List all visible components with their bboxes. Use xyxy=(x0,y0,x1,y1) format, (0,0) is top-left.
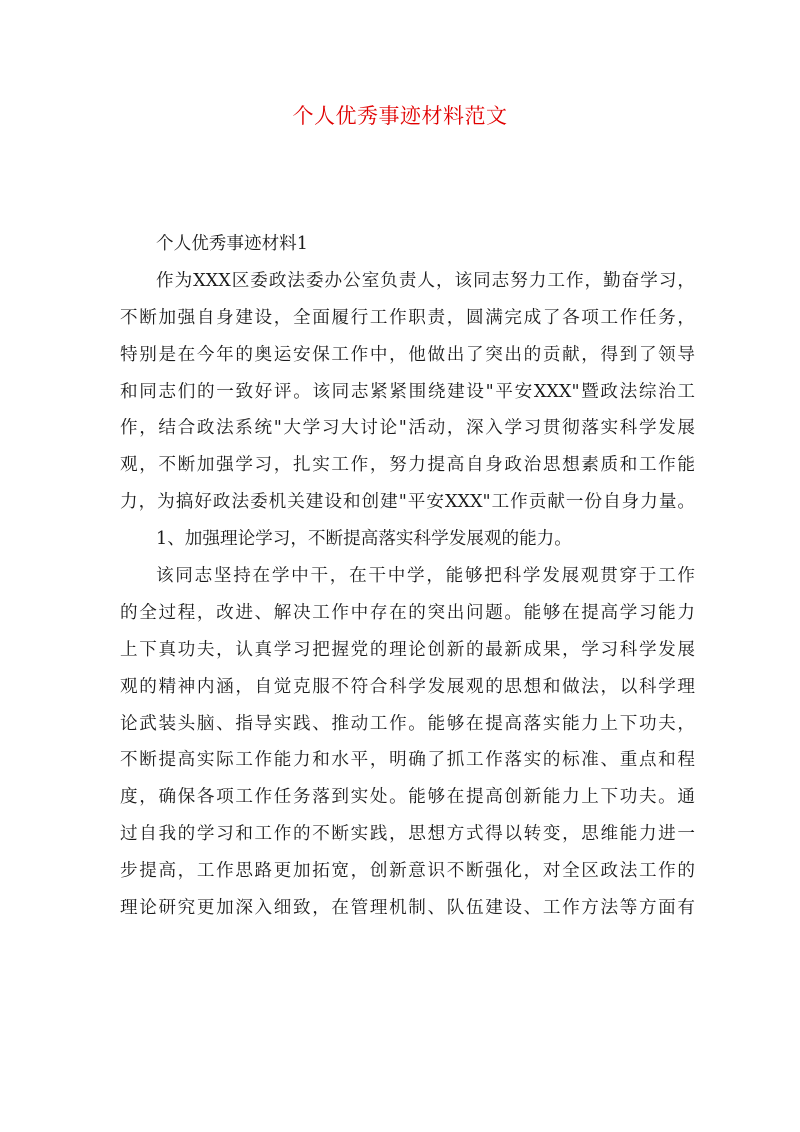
text-line: 论武装头脑、指导实践、推动工作。能够在提高落实能力上下功夫， xyxy=(120,713,695,734)
text-line: 作，结合政法系统"大学习大讨论"活动，深入学习贯彻落实科学发展 xyxy=(120,418,695,439)
text-line: 特别是在今年的奥运安保工作中，他做出了突出的贡献，得到了领导 xyxy=(120,344,695,365)
text-line: 理论研究更加深入细致，在管理机制、队伍建设、工作方法等方面有 xyxy=(120,898,695,919)
text-line: 和同志们的一致好评。该同志紧紧围绕建设"平安XXX"暨政法综治工 xyxy=(120,381,695,402)
text-line: 过自我的学习和工作的不断实践，思想方式得以转变，思维能力进一 xyxy=(120,824,695,845)
text-line: 上下真功夫，认真学习把握党的理论创新的最新成果，学习科学发展 xyxy=(120,639,695,660)
text-line: 个人优秀事迹材料1 xyxy=(156,234,308,254)
text-line: 不断加强自身建设，全面履行工作职责，圆满完成了各项工作任务， xyxy=(120,307,695,328)
text-line: 观，不断加强学习，扎实工作，努力提高自身政治思想素质和工作能 xyxy=(120,455,695,476)
text-line: 观的精神内涵，自觉克服不符合科学发展观的思想和做法，以科学理 xyxy=(120,676,695,697)
text-line: 作为XXX区委政法委办公室负责人，该同志努力工作，勤奋学习， xyxy=(156,270,695,291)
document-title: 个人优秀事迹材料范文 xyxy=(292,104,508,128)
text-line: 的全过程，改进、解决工作中存在的突出问题。能够在提高学习能力 xyxy=(120,602,695,623)
document-body xyxy=(120,226,695,927)
text-line: 度，确保各项工作任务落到实处。能够在提高创新能力上下功夫。通 xyxy=(120,787,695,808)
text-line: 1、加强理论学习，不断提高落实科学发展观的能力。 xyxy=(156,529,572,550)
text-line: 该同志坚持在学中干，在干中学，能够把科学发展观贯穿于工作 xyxy=(156,566,695,587)
text-line: 不断提高实际工作能力和水平，明确了抓工作落实的标准、重点和程 xyxy=(120,750,695,771)
text-line: 步提高，工作思路更加拓宽，创新意识不断强化，对全区政法工作的 xyxy=(120,861,695,882)
text-line: 力，为搞好政法委机关建设和创建"平安XXX"工作贡献一份自身力量。 xyxy=(120,492,695,513)
